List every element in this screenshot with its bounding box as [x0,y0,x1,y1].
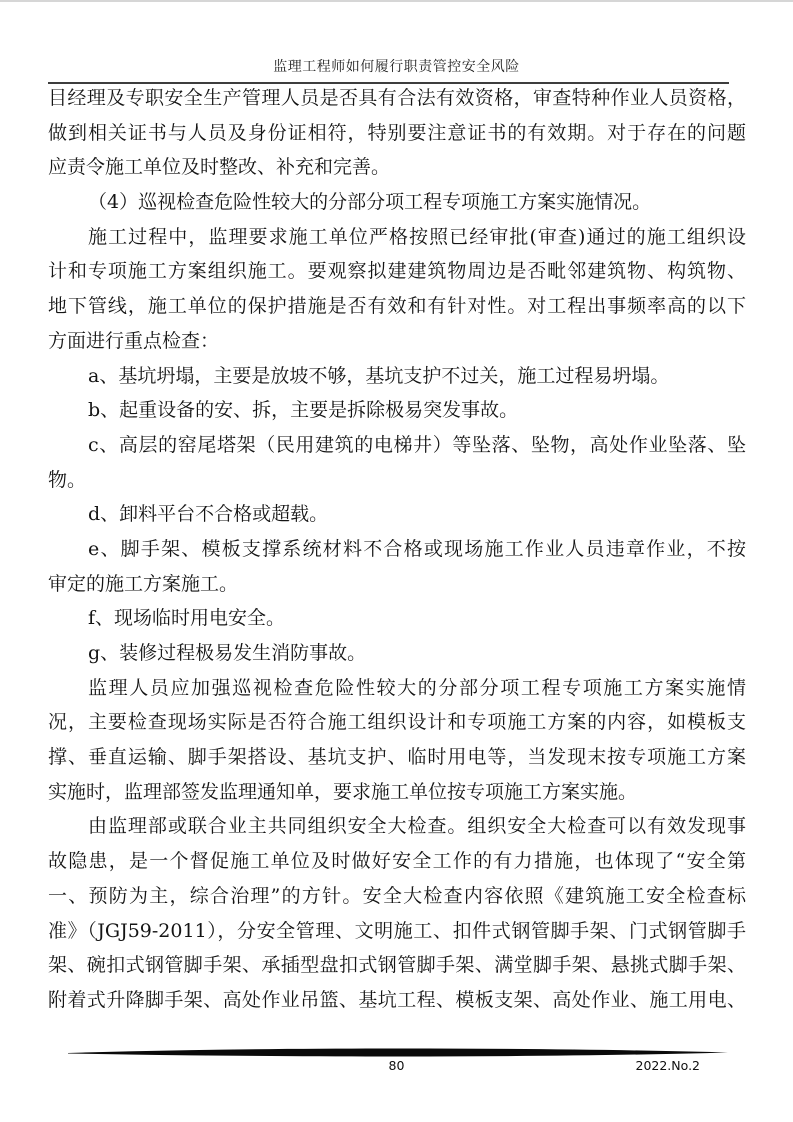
text-line: e、脚手架、模板支撑系统材料不合格或现场施工作业人员违章作业，不按 [88,537,746,560]
text-line: f、现场临时用电安全。 [88,607,286,630]
text-line: c、高层的窑尾塔架（民用建筑的电梯井）等坠落、坠物，高处作业坠落、坠 [88,433,746,456]
text-line: 做到相关证书与人员及身份证相符，特别要注意证书的有效期。对于存在的问题 [48,121,746,144]
text-line: 计和专项施工方案组织施工。要观察拟建建筑物周边是否毗邻建筑物、构筑物、 [48,260,746,283]
text-line: d、卸料平台不合格或超载。 [88,503,329,526]
text-line: 应责令施工单位及时整改、补充和完善。 [48,156,391,179]
page-top-edge-line [0,0,793,2]
text-line: 实施时，监理部签发监理通知单，要求施工单位按专项施工方案实施。 [48,780,638,803]
text-line: 架、碗扣式钢管脚手架、承插型盘扣式钢管脚手架、满堂脚手架、悬挑式脚手架、 [48,954,746,977]
text-line: 况，主要检查现场实际是否符合施工组织设计和专项施工方案的内容，如模板支 [48,711,746,734]
body-text [48,81,746,1018]
text-line: 监理人员应加强巡视检查危险性较大的分部分项工程专项施工方案实施情 [88,676,746,699]
text-line: 由监理部或联合业主共同组织安全大检查。组织安全大检查可以有效发现事 [88,815,746,838]
text-line: 施工过程中，监理要求施工单位严格按照已经审批(审查)通过的施工组织设 [88,225,746,248]
text-line: 方面进行重点检查： [48,329,220,352]
text-line: 一、预防为主，综合治理”的方针。安全大检查内容依照《建筑施工安全检查标 [48,884,746,907]
text-line: 故隐患，是一个督促施工单位及时做好安全工作的有力措施，也体现了“安全第 [48,850,746,873]
text-line: b、起重设备的安、拆，主要是拆除极易突发事故。 [88,399,519,422]
text-line: 审定的施工方案施工。 [48,572,239,595]
text-line: （4）巡视检查危险性较大的分部分项工程专项施工方案实施情况。 [88,191,652,214]
text-line: 准》（JGJ59-2011），分安全管理、文明施工、扣件式钢管脚手架、门式钢管脚手 [48,919,746,942]
text-line: 目经理及专职安全生产管理人员是否具有合法有效资格，审查特种作业人员资格， [48,87,746,109]
issue-label: 2022.No.2 [635,1058,700,1073]
text-line: 撑、垂直运输、脚手架搭设、基坑支护、临时用电等，当发现末按专项施工方案 [48,746,746,769]
text-line: a、基坑坍塌，主要是放坡不够，基坑支护不过关，施工过程易坍塌。 [88,364,670,387]
text-line: 地下管线，施工单位的保护措施是否有效和有针对性。对工程出事频率高的以下 [48,295,746,318]
text-line: 物。 [48,468,87,491]
page-number: 80 [388,1058,405,1073]
text-line: g、装修过程极易发生消防事故。 [88,642,367,664]
header-title: 监理工程师如何履行职责管控安全风险 [273,59,520,75]
text-line: 附着式升降脚手架、高处作业吊篮、基坑工程、模板支架、高处作业、施工用电、 [48,988,746,1011]
